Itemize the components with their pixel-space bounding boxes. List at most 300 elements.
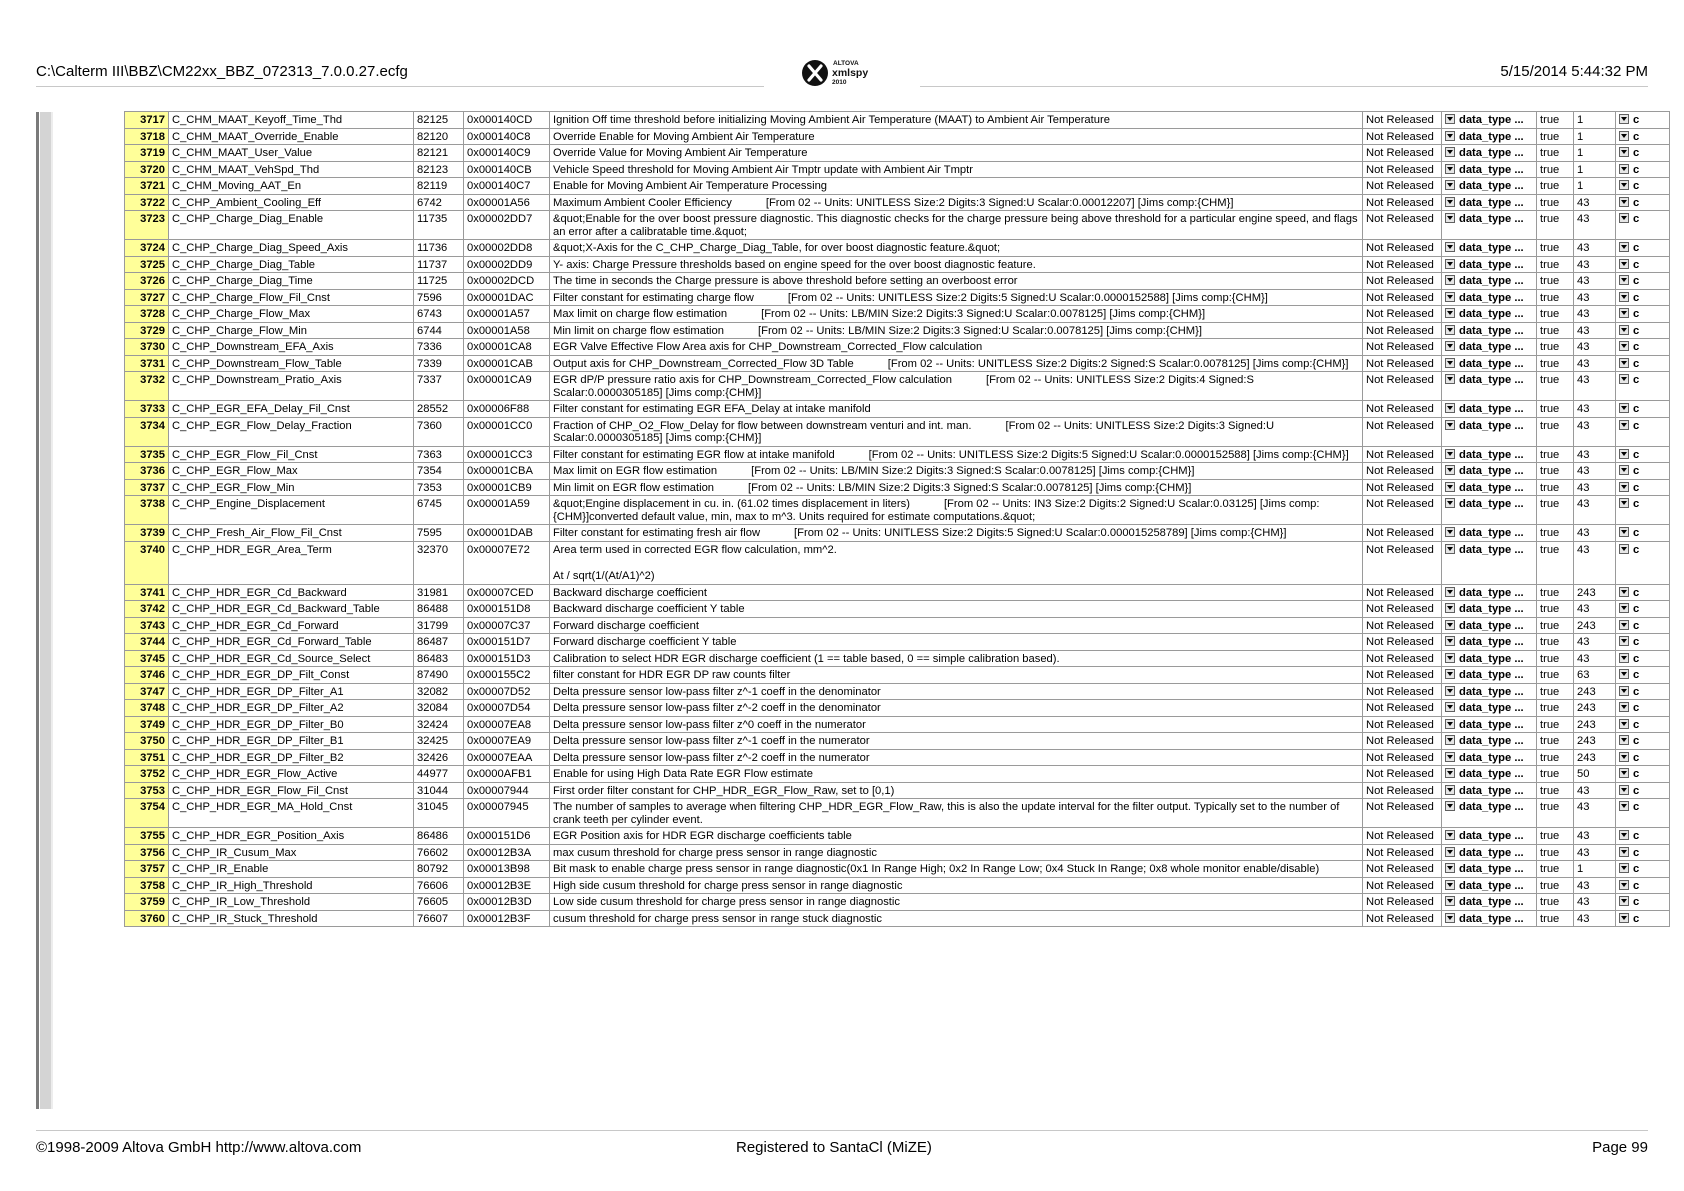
data-type-dropdown[interactable] [1442,479,1537,496]
dropdown-arrow-icon[interactable] [1619,735,1629,745]
truncated-column-text: c [1633,784,1640,797]
table-row [125,496,1670,525]
release-status: Not Released [1363,799,1442,828]
param-address: 0x00002DD7 [464,211,550,240]
data-type-dropdown[interactable] [1442,910,1537,927]
release-status: Not Released [1363,733,1442,750]
table-row [125,355,1670,372]
dropdown-arrow-icon[interactable] [1619,669,1629,679]
data-type-label: data_type ... [1459,586,1524,599]
extra-dropdown[interactable] [1616,479,1670,496]
dropdown-arrow-icon[interactable] [1445,197,1455,207]
truncated-column-text: c [1633,801,1640,813]
flag-value: true [1537,339,1574,356]
data-type-dropdown[interactable] [1442,733,1537,750]
dropdown-arrow-icon[interactable] [1619,785,1629,795]
description-text: EGR Position axis for HDR EGR discharge coefficients table [553,830,852,842]
param-id: 32370 [414,541,464,584]
param-description [550,446,1363,463]
table-row [125,479,1670,496]
param-address: 0x00007EAA [464,749,550,766]
extra-dropdown[interactable] [1616,910,1670,927]
data-type-dropdown[interactable] [1442,145,1537,162]
dropdown-arrow-icon[interactable] [1619,358,1629,368]
extra-dropdown[interactable] [1616,861,1670,878]
data-type-dropdown[interactable] [1442,306,1537,323]
dropdown-arrow-icon[interactable] [1619,768,1629,778]
dropdown-arrow-icon[interactable] [1445,449,1455,459]
extra-dropdown[interactable] [1616,417,1670,446]
dropdown-arrow-icon[interactable] [1445,180,1455,190]
row-number: 3718 [125,128,169,145]
dropdown-arrow-icon[interactable] [1445,603,1455,613]
description-text: Delta pressure sensor low-pass filter z^-1 coeff in the numerator [553,735,870,747]
dropdown-arrow-icon[interactable] [1619,830,1629,840]
dropdown-arrow-icon[interactable] [1445,374,1455,384]
extra-dropdown[interactable] [1616,161,1670,178]
extra-dropdown[interactable] [1616,401,1670,418]
extra-dropdown[interactable] [1616,128,1670,145]
dropdown-arrow-icon[interactable] [1445,420,1455,430]
description-text: Filter constant for estimating EGR flow at intake manifold [553,448,835,461]
data-type-dropdown[interactable] [1442,716,1537,733]
data-type-dropdown[interactable] [1442,112,1537,129]
extra-dropdown[interactable] [1616,112,1670,129]
dropdown-arrow-icon[interactable] [1445,913,1455,923]
extra-dropdown[interactable] [1616,496,1670,525]
param-value: 1 [1574,145,1616,162]
dropdown-arrow-icon[interactable] [1445,325,1455,335]
description-text: EGR Valve Effective Flow Area axis for CHP_Downstream_Corrected_Flow calculation [553,341,983,353]
param-name: C_CHP_EGR_Flow_Delay_Fraction [169,417,414,446]
flag-value: true [1537,634,1574,651]
data-type-dropdown[interactable] [1442,541,1537,584]
flag-value: true [1537,446,1574,463]
param-address: 0x00012B3D [464,894,550,911]
dropdown-arrow-icon[interactable] [1619,686,1629,696]
table-row [125,910,1670,927]
dropdown-arrow-icon[interactable] [1445,620,1455,630]
data-type-dropdown[interactable] [1442,894,1537,911]
table-row [125,178,1670,195]
dropdown-arrow-icon[interactable] [1619,275,1629,285]
dropdown-arrow-icon[interactable] [1619,863,1629,873]
dropdown-arrow-icon[interactable] [1445,847,1455,857]
data-type-label: data_type ... [1459,341,1524,353]
dropdown-arrow-icon[interactable] [1445,880,1455,890]
dropdown-arrow-icon[interactable] [1445,785,1455,795]
dropdown-arrow-icon[interactable] [1445,830,1455,840]
data-type-dropdown[interactable] [1442,700,1537,717]
data-type-label: data_type ... [1459,751,1524,764]
param-description [550,240,1363,257]
dropdown-arrow-icon[interactable] [1445,686,1455,696]
release-status: Not Released [1363,256,1442,273]
param-address: 0x00001DAB [464,525,550,542]
param-id: 7360 [414,417,464,446]
row-number: 3730 [125,339,169,356]
param-description [550,463,1363,480]
param-address: 0x000140C9 [464,145,550,162]
row-number: 3724 [125,240,169,257]
extra-dropdown[interactable] [1616,525,1670,542]
dropdown-arrow-icon[interactable] [1445,403,1455,413]
extra-dropdown[interactable] [1616,372,1670,401]
data-type-dropdown[interactable] [1442,401,1537,418]
row-number: 3723 [125,211,169,240]
param-name: C_CHP_HDR_EGR_DP_Filter_B0 [169,716,414,733]
description-formula: At / sqrt(1/(At/A1)^2) [553,570,655,582]
data-type-label: data_type ... [1459,619,1524,632]
param-id: 31799 [414,617,464,634]
data-type-dropdown[interactable] [1442,463,1537,480]
data-type-dropdown[interactable] [1442,667,1537,684]
data-type-dropdown[interactable] [1442,877,1537,894]
param-description [550,700,1363,717]
data-type-dropdown[interactable] [1442,372,1537,401]
extra-dropdown[interactable] [1616,601,1670,618]
dropdown-arrow-icon[interactable] [1619,653,1629,663]
row-number: 3749 [125,716,169,733]
data-type-label: data_type ... [1459,718,1524,731]
table-row [125,112,1670,129]
truncated-column-text: c [1633,846,1640,859]
description-text: Output axis for CHP_Downstream_Corrected_Flow 3D Table [553,357,854,370]
dropdown-arrow-icon[interactable] [1445,498,1455,508]
extra-dropdown[interactable] [1616,541,1670,584]
dropdown-arrow-icon[interactable] [1445,164,1455,174]
param-value: 1 [1574,128,1616,145]
param-description [550,256,1363,273]
extra-dropdown[interactable] [1616,446,1670,463]
truncated-column-text: c [1633,768,1640,780]
extra-dropdown[interactable] [1616,178,1670,195]
dropdown-arrow-icon[interactable] [1445,114,1455,124]
dropdown-arrow-icon[interactable] [1445,292,1455,302]
data-type-dropdown[interactable] [1442,634,1537,651]
data-type-dropdown[interactable] [1442,525,1537,542]
release-status: Not Released [1363,700,1442,717]
flag-value: true [1537,601,1574,618]
param-description [550,211,1363,240]
dropdown-arrow-icon[interactable] [1619,482,1629,492]
flag-value: true [1537,584,1574,601]
dropdown-arrow-icon[interactable] [1445,213,1455,223]
dropdown-arrow-icon[interactable] [1445,669,1455,679]
dropdown-arrow-icon[interactable] [1619,880,1629,890]
extra-dropdown[interactable] [1616,145,1670,162]
data-type-dropdown[interactable] [1442,339,1537,356]
data-type-dropdown[interactable] [1442,617,1537,634]
data-type-dropdown[interactable] [1442,211,1537,240]
data-type-dropdown[interactable] [1442,799,1537,828]
dropdown-arrow-icon[interactable] [1619,544,1629,554]
table-row [125,844,1670,861]
extra-dropdown[interactable] [1616,322,1670,339]
dropdown-arrow-icon[interactable] [1619,180,1629,190]
extra-dropdown[interactable] [1616,463,1670,480]
table-row [125,584,1670,601]
dropdown-arrow-icon[interactable] [1445,896,1455,906]
data-type-dropdown[interactable] [1442,178,1537,195]
extra-dropdown[interactable] [1616,683,1670,700]
data-type-dropdown[interactable] [1442,683,1537,700]
dropdown-arrow-icon[interactable] [1445,544,1455,554]
dropdown-arrow-icon[interactable] [1445,482,1455,492]
table-row [125,683,1670,700]
units-text: [From 02 -- Units: UNITLESS Size:2 Digits:4 Signed:S Scalar:0.0000305185] [Jims comp:{CHM}] [553,374,1254,399]
data-type-dropdown[interactable] [1442,601,1537,618]
data-type-label: data_type ... [1459,879,1524,892]
param-name: C_CHM_MAAT_Keyoff_Time_Thd [169,112,414,129]
table-row [125,894,1670,911]
param-address: 0x00001CC3 [464,446,550,463]
data-type-label: data_type ... [1459,242,1524,254]
dropdown-arrow-icon[interactable] [1619,896,1629,906]
release-status: Not Released [1363,844,1442,861]
extra-dropdown[interactable] [1616,289,1670,306]
dropdown-arrow-icon[interactable] [1445,735,1455,745]
description-text: Backward discharge coefficient [553,586,708,599]
extra-dropdown[interactable] [1616,799,1670,828]
dropdown-arrow-icon[interactable] [1619,213,1629,223]
dropdown-arrow-icon[interactable] [1619,325,1629,335]
truncated-column-text: c [1633,685,1640,698]
truncated-column-text: c [1633,419,1640,432]
extra-dropdown[interactable] [1616,355,1670,372]
description-text: Delta pressure sensor low-pass filter z^-2 coeff in the numerator [553,751,870,764]
data-type-dropdown[interactable] [1442,650,1537,667]
extra-dropdown[interactable] [1616,650,1670,667]
data-type-dropdown[interactable] [1442,273,1537,290]
description-text: Backward discharge coefficient Y table [553,603,745,615]
truncated-column-text: c [1633,543,1640,556]
extra-dropdown[interactable] [1616,828,1670,845]
dropdown-arrow-icon[interactable] [1445,653,1455,663]
dropdown-arrow-icon[interactable] [1619,131,1629,141]
data-type-dropdown[interactable] [1442,322,1537,339]
dropdown-arrow-icon[interactable] [1445,752,1455,762]
data-type-label: data_type ... [1459,768,1524,780]
param-value: 43 [1574,782,1616,799]
data-type-label: data_type ... [1459,357,1524,370]
dropdown-arrow-icon[interactable] [1619,403,1629,413]
extra-dropdown[interactable] [1616,339,1670,356]
truncated-column-text: c [1633,669,1640,681]
flag-value: true [1537,650,1574,667]
data-type-dropdown[interactable] [1442,766,1537,783]
row-number: 3759 [125,894,169,911]
extra-dropdown[interactable] [1616,667,1670,684]
data-type-dropdown[interactable] [1442,861,1537,878]
extra-dropdown[interactable] [1616,240,1670,257]
extra-dropdown[interactable] [1616,211,1670,240]
dropdown-arrow-icon[interactable] [1619,636,1629,646]
dropdown-arrow-icon[interactable] [1445,636,1455,646]
dropdown-arrow-icon[interactable] [1619,498,1629,508]
dropdown-arrow-icon[interactable] [1619,913,1629,923]
extra-dropdown[interactable] [1616,782,1670,799]
dropdown-arrow-icon[interactable] [1619,587,1629,597]
dropdown-arrow-icon[interactable] [1619,752,1629,762]
param-id: 32425 [414,733,464,750]
param-name: C_CHM_Moving_AAT_En [169,178,414,195]
param-description [550,306,1363,323]
dropdown-arrow-icon[interactable] [1445,275,1455,285]
dropdown-arrow-icon[interactable] [1445,465,1455,475]
truncated-column-text: c [1633,718,1640,731]
extra-dropdown[interactable] [1616,894,1670,911]
dropdown-arrow-icon[interactable] [1619,465,1629,475]
dropdown-arrow-icon[interactable] [1619,603,1629,613]
release-status: Not Released [1363,910,1442,927]
extra-dropdown[interactable] [1616,194,1670,211]
extra-dropdown[interactable] [1616,700,1670,717]
dropdown-arrow-icon[interactable] [1619,259,1629,269]
table-row [125,289,1670,306]
dropdown-arrow-icon[interactable] [1445,702,1455,712]
left-margin-bar-fill [40,112,51,1109]
dropdown-arrow-icon[interactable] [1619,308,1629,318]
extra-dropdown[interactable] [1616,749,1670,766]
data-type-dropdown[interactable] [1442,128,1537,145]
release-status: Not Released [1363,194,1442,211]
release-status: Not Released [1363,861,1442,878]
flag-value: true [1537,877,1574,894]
dropdown-arrow-icon[interactable] [1445,147,1455,157]
data-type-dropdown[interactable] [1442,417,1537,446]
param-id: 76607 [414,910,464,927]
extra-dropdown[interactable] [1616,716,1670,733]
truncated-column-text: c [1633,242,1640,254]
extra-dropdown[interactable] [1616,306,1670,323]
dropdown-arrow-icon[interactable] [1619,719,1629,729]
param-name: C_CHP_Fresh_Air_Flow_Fil_Cnst [169,525,414,542]
dropdown-arrow-icon[interactable] [1445,341,1455,351]
flag-value: true [1537,161,1574,178]
dropdown-arrow-icon[interactable] [1445,131,1455,141]
dropdown-arrow-icon[interactable] [1445,863,1455,873]
dropdown-arrow-icon[interactable] [1619,702,1629,712]
svg-text:xmlspy: xmlspy [832,67,869,79]
extra-dropdown[interactable] [1616,617,1670,634]
data-type-dropdown[interactable] [1442,749,1537,766]
param-id: 82119 [414,178,464,195]
units-text: [From 02 -- Units: LB/MIN Size:2 Digits:3 Signed:U Scalar:0.0078125] [Jims comp:{CHM}] [761,308,1206,320]
data-type-dropdown[interactable] [1442,289,1537,306]
dropdown-arrow-icon[interactable] [1445,308,1455,318]
param-description [550,128,1363,145]
param-value: 43 [1574,446,1616,463]
extra-dropdown[interactable] [1616,766,1670,783]
dropdown-arrow-icon[interactable] [1619,801,1629,811]
extra-dropdown[interactable] [1616,273,1670,290]
dropdown-arrow-icon[interactable] [1445,768,1455,778]
data-type-label: data_type ... [1459,275,1524,287]
dropdown-arrow-icon[interactable] [1619,114,1629,124]
truncated-column-text: c [1633,912,1640,925]
dropdown-arrow-icon[interactable] [1445,719,1455,729]
param-name: C_CHP_HDR_EGR_Cd_Backward_Table [169,601,414,618]
dropdown-arrow-icon[interactable] [1445,242,1455,252]
data-type-dropdown[interactable] [1442,496,1537,525]
data-type-dropdown[interactable] [1442,240,1537,257]
param-address: 0x00007CED [464,584,550,601]
table-row [125,634,1670,651]
param-value: 43 [1574,289,1616,306]
dropdown-arrow-icon[interactable] [1445,259,1455,269]
dropdown-arrow-icon[interactable] [1619,449,1629,459]
truncated-column-text: c [1633,896,1640,908]
extra-dropdown[interactable] [1616,733,1670,750]
param-value: 43 [1574,306,1616,323]
dropdown-arrow-icon[interactable] [1445,801,1455,811]
dropdown-arrow-icon[interactable] [1619,292,1629,302]
flag-value: true [1537,211,1574,240]
dropdown-arrow-icon[interactable] [1619,374,1629,384]
extra-dropdown[interactable] [1616,877,1670,894]
row-number: 3739 [125,525,169,542]
data-type-dropdown[interactable] [1442,446,1537,463]
param-address: 0x00013B98 [464,861,550,878]
truncated-column-text: c [1633,180,1640,192]
param-value: 43 [1574,240,1616,257]
extra-dropdown[interactable] [1616,256,1670,273]
dropdown-arrow-icon[interactable] [1619,620,1629,630]
param-address: 0x00007D52 [464,683,550,700]
extra-dropdown[interactable] [1616,584,1670,601]
dropdown-arrow-icon[interactable] [1619,197,1629,207]
data-table-container [124,111,1640,1109]
dropdown-arrow-icon[interactable] [1619,341,1629,351]
dropdown-arrow-icon[interactable] [1619,147,1629,157]
param-address: 0x000151D7 [464,634,550,651]
extra-dropdown[interactable] [1616,634,1670,651]
param-name: C_CHP_HDR_EGR_DP_Filter_A2 [169,700,414,717]
param-address: 0x0000AFB1 [464,766,550,783]
extra-dropdown[interactable] [1616,844,1670,861]
data-type-dropdown[interactable] [1442,194,1537,211]
dropdown-arrow-icon[interactable] [1445,587,1455,597]
data-type-dropdown[interactable] [1442,584,1537,601]
dropdown-arrow-icon[interactable] [1445,527,1455,537]
param-value: 43 [1574,417,1616,446]
dropdown-arrow-icon[interactable] [1619,420,1629,430]
units-text: [From 02 -- Units: UNITLESS Size:2 Digits:5 Signed:U Scalar:0.0000152588] [Jims comp:{CHM}] [868,448,1349,461]
data-type-dropdown[interactable] [1442,844,1537,861]
table-row [125,716,1670,733]
param-value: 43 [1574,211,1616,240]
param-id: 7596 [414,289,464,306]
dropdown-arrow-icon[interactable] [1619,242,1629,252]
param-id: 6745 [414,496,464,525]
data-type-dropdown[interactable] [1442,161,1537,178]
param-description [550,667,1363,684]
param-id: 32426 [414,749,464,766]
data-type-dropdown[interactable] [1442,828,1537,845]
dropdown-arrow-icon[interactable] [1619,164,1629,174]
param-address: 0x00002DD8 [464,240,550,257]
table-row [125,749,1670,766]
row-number: 3720 [125,161,169,178]
data-type-dropdown[interactable] [1442,782,1537,799]
dropdown-arrow-icon[interactable] [1619,847,1629,857]
data-type-dropdown[interactable] [1442,355,1537,372]
dropdown-arrow-icon[interactable] [1619,527,1629,537]
data-type-dropdown[interactable] [1442,256,1537,273]
row-number: 3727 [125,289,169,306]
dropdown-arrow-icon[interactable] [1445,358,1455,368]
